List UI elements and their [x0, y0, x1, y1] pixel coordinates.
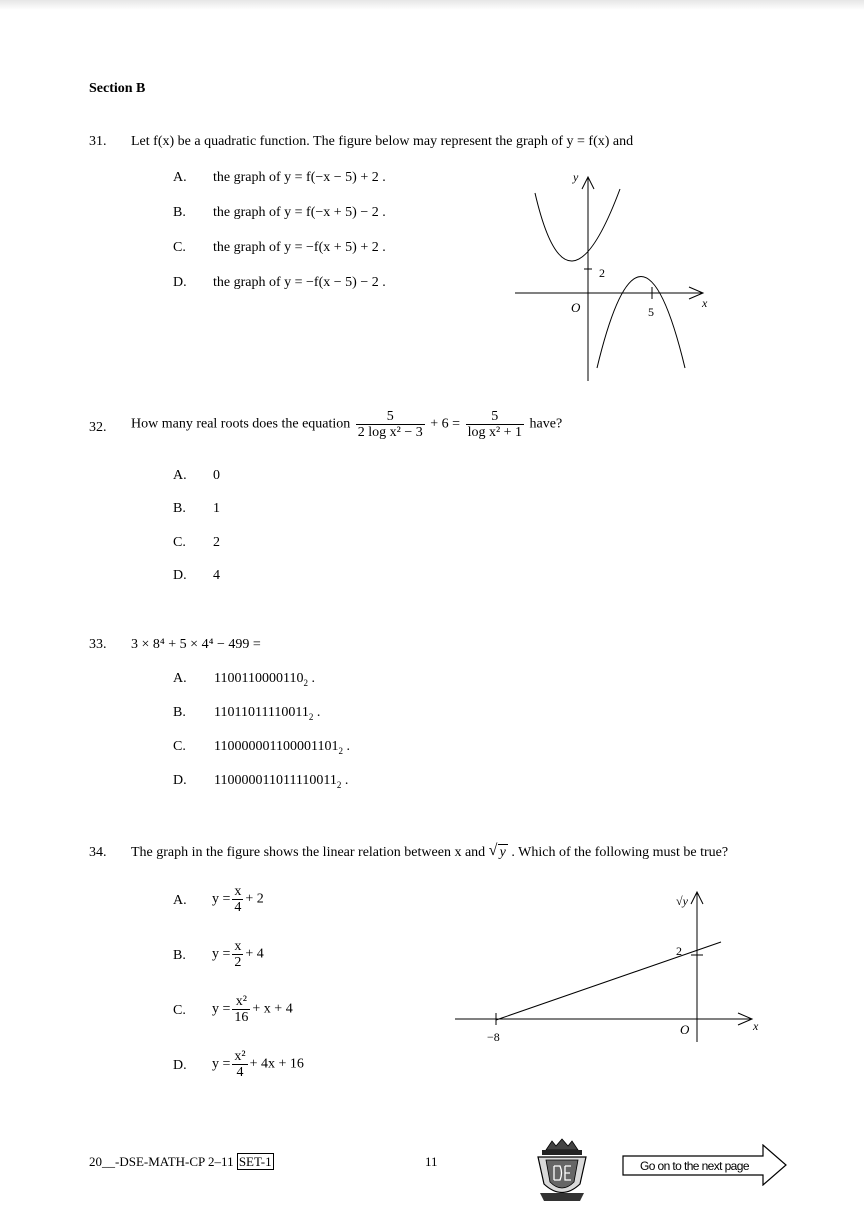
q33-option-c [214, 739, 350, 756]
q34-option-b-rest: + 4 [245, 946, 264, 962]
q31-option-d: the graph of y = −f(x − 5) − 2 . [213, 275, 386, 290]
q31-number: 31. [89, 134, 107, 149]
q31-option-a: the graph of y = f(−x − 5) + 2 . [213, 170, 386, 185]
q31-option-a-letter: A. [173, 170, 187, 185]
q32-number: 32. [89, 420, 107, 435]
q34-origin-label: O [680, 1022, 690, 1037]
q33-option-b-base: 2 [308, 711, 314, 722]
q34-option-a-num: x [234, 884, 242, 899]
q33-option-a-end: . [307, 671, 315, 686]
q33-option-c-base: 2 [338, 745, 343, 756]
q33-option-c-letter: C. [173, 739, 186, 754]
q34-option-a-rest: + 2 [245, 891, 264, 907]
q32-option-d: 4 [213, 568, 220, 583]
q32-frac1-den: 2 log x² − 3 [357, 425, 423, 440]
q34-option-c-rest: + x + 4 [252, 1001, 293, 1017]
q31-graph [505, 165, 725, 390]
q34-option-d-den: 4 [236, 1065, 244, 1080]
q32-frac2-den: log x² + 1 [467, 425, 523, 440]
q31-option-c: the graph of y = −f(x + 5) + 2 . [213, 240, 386, 255]
q32-option-a: 0 [213, 468, 220, 483]
q33-option-b [214, 705, 320, 722]
q34-option-c-num: x² [232, 994, 250, 1010]
q34-number: 34. [89, 845, 107, 860]
q33-option-a [214, 671, 315, 688]
q34-option-b [212, 939, 264, 970]
q33-option-c-end: . [342, 739, 350, 754]
q31-option-d-letter: D. [173, 275, 187, 290]
q31-y-label: y [573, 170, 579, 184]
q32-option-c-letter: C. [173, 535, 186, 550]
q34-option-a-frac [232, 884, 243, 915]
q32-frac1-num: 5 [356, 409, 425, 425]
q32-option-a-letter: A. [173, 468, 187, 483]
q34-option-c-frac [232, 994, 250, 1025]
q34-option-b-lhs: y = [212, 946, 231, 962]
q34-stem-line [131, 842, 729, 861]
q32-frac2-num: 5 [466, 409, 524, 425]
q34-option-a-lhs: y = [212, 891, 231, 907]
footer-set-badge: SET-1 [238, 1154, 272, 1169]
q34-stem-after: . Which of the following must be true? [511, 845, 729, 860]
q34-graph [450, 880, 770, 1055]
q32-middle: + 6 = [430, 416, 461, 432]
section-title: Section B [89, 81, 146, 96]
q34-linear-line [496, 942, 721, 1020]
crest-logo-icon [536, 1138, 588, 1204]
q31-option-b: the graph of y = f(−x + 5) − 2 . [213, 205, 386, 220]
q32-option-d-letter: D. [173, 568, 187, 583]
q34-sqrt: √ y [488, 842, 506, 860]
q34-option-c-lhs: y = [212, 1001, 231, 1017]
q34-option-d-rest: + 4x + 16 [249, 1056, 304, 1072]
q34-sqrt-var: y [499, 845, 506, 860]
next-page-label: Go on to the next page [640, 1159, 749, 1173]
q34-option-d-frac [232, 1049, 247, 1080]
q34-option-d [212, 1049, 304, 1080]
footer-paper-code [89, 1154, 274, 1170]
q34-option-b-letter: B. [173, 948, 186, 963]
q33-option-d [214, 773, 348, 790]
footer-page-number: 11 [425, 1154, 438, 1169]
q34-option-b-frac [232, 939, 243, 970]
q31-origin-label: O [571, 300, 581, 315]
next-page-arrow [622, 1144, 790, 1186]
q34-option-a-letter: A. [173, 893, 187, 908]
q34-x-mark: −8 [487, 1030, 500, 1044]
q33-number: 33. [89, 637, 107, 652]
q32-stem-after: have? [529, 416, 563, 432]
q34-y-mark: 2 [676, 944, 682, 958]
q31-y-mark: 2 [599, 266, 605, 280]
q32-fraction-left [356, 409, 425, 440]
q34-option-d-lhs: y = [212, 1056, 231, 1072]
q33-option-b-letter: B. [173, 705, 186, 720]
q32-option-b-letter: B. [173, 501, 186, 516]
q33-option-d-base: 2 [336, 779, 342, 790]
q34-option-c [212, 994, 293, 1025]
q31-stem: Let f(x) be a quadratic function. The figure below may represent the graph of y = f(x) and [131, 134, 634, 149]
q34-option-b-den: 2 [234, 955, 242, 970]
q32-fraction-right [466, 409, 524, 440]
q31-upward-parabola [535, 189, 620, 261]
footer-code: 20__-DSE-MATH-CP 2–11 [89, 1154, 234, 1169]
viewer-top-shadow [0, 0, 864, 10]
q34-option-a [212, 884, 264, 915]
q31-x-mark: 5 [648, 305, 654, 319]
q33-option-b-end: . [313, 705, 321, 720]
q33-option-a-digits: 1100110000110 [214, 671, 304, 686]
q31-downward-parabola [597, 277, 685, 369]
q32-stem-before: How many real roots does the equation [131, 416, 351, 432]
q33-option-c-digits: 110000001100001101 [214, 739, 339, 754]
q34-stem-before: The graph in the figure shows the linear relation between x and [131, 845, 486, 860]
q33-option-a-letter: A. [173, 671, 187, 686]
q33-option-d-digits: 110000011011110011 [214, 773, 337, 788]
q34-option-c-letter: C. [173, 1003, 186, 1018]
q33-option-b-digits: 11011011110011 [214, 705, 309, 720]
q32-option-b: 1 [213, 501, 220, 516]
q33-option-d-end: . [341, 773, 349, 788]
q31-option-c-letter: C. [173, 240, 186, 255]
q34-option-a-den: 4 [234, 900, 242, 915]
q34-option-b-num: x [234, 939, 242, 954]
q34-option-d-letter: D. [173, 1058, 187, 1073]
q34-x-label: x [753, 1019, 759, 1033]
q34-y-label: √y [676, 894, 688, 908]
q32-option-c: 2 [213, 535, 220, 550]
q32-equation-line [131, 409, 562, 440]
q31-x-label: x [702, 296, 708, 310]
q33-option-d-letter: D. [173, 773, 187, 788]
q31-option-b-letter: B. [173, 205, 186, 220]
q33-stem: 3 × 8⁴ + 5 × 4⁴ − 499 = [131, 637, 261, 652]
q34-option-c-den: 16 [234, 1010, 249, 1025]
q33-option-a-base: 2 [303, 677, 308, 688]
q34-option-d-num: x² [234, 1049, 246, 1064]
